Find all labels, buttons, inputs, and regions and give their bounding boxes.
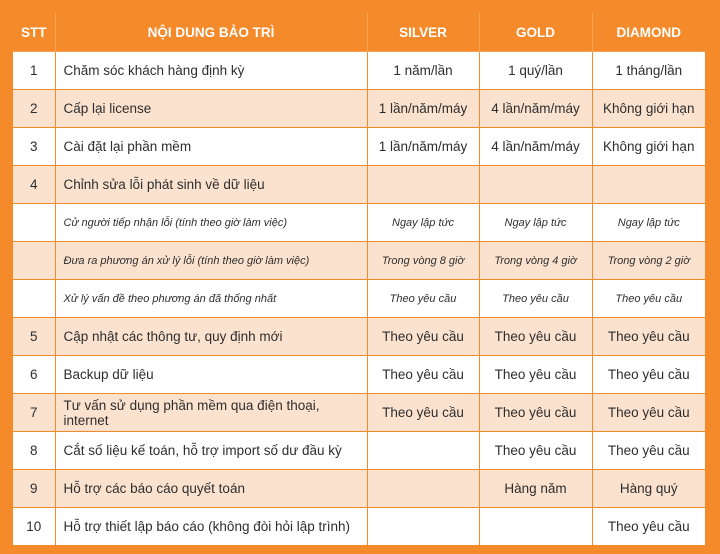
row-content: Backup dữ liệu bbox=[55, 356, 367, 394]
row-silver: Theo yêu cầu bbox=[367, 394, 479, 432]
table-row bbox=[13, 90, 705, 128]
row-content: Cấp lại license bbox=[55, 90, 367, 128]
row-diamond: Theo yêu cầu bbox=[592, 394, 705, 432]
row-gold: Theo yêu cầu bbox=[479, 394, 592, 432]
row-diamond: Không giới hạn bbox=[592, 128, 705, 166]
row-gold: 4 lần/năm/máy bbox=[479, 90, 592, 128]
row-silver bbox=[367, 470, 479, 508]
row-silver bbox=[367, 508, 479, 546]
row-content: Chăm sóc khách hàng định kỳ bbox=[55, 52, 367, 90]
row-silver bbox=[367, 432, 479, 470]
row-content: Đưa ra phương án xử lý lỗi (tính theo giờ làm việc) bbox=[55, 242, 367, 280]
row-stt bbox=[13, 280, 55, 318]
row-diamond: Ngay lập tức bbox=[592, 204, 705, 242]
row-stt bbox=[13, 242, 55, 280]
row-diamond: 1 tháng/lần bbox=[592, 52, 705, 90]
header-gold: GOLD bbox=[479, 13, 592, 52]
row-gold: Hàng năm bbox=[479, 470, 592, 508]
table-header-row bbox=[13, 13, 705, 52]
row-stt: 2 bbox=[13, 90, 55, 128]
row-content: Cập nhật các thông tư, quy định mới bbox=[55, 318, 367, 356]
row-diamond: Theo yêu cầu bbox=[592, 318, 705, 356]
row-silver: Ngay lập tức bbox=[367, 204, 479, 242]
table-row bbox=[13, 52, 705, 90]
row-gold: Theo yêu cầu bbox=[479, 280, 592, 318]
table-row bbox=[13, 356, 705, 394]
row-stt: 6 bbox=[13, 356, 55, 394]
row-gold: Ngay lập tức bbox=[479, 204, 592, 242]
row-gold bbox=[479, 508, 592, 546]
row-diamond: Theo yêu cầu bbox=[592, 508, 705, 546]
table-row bbox=[13, 128, 705, 166]
row-diamond: Theo yêu cầu bbox=[592, 356, 705, 394]
row-gold: 1 quý/lần bbox=[479, 52, 592, 90]
row-silver: 1 lần/năm/máy bbox=[367, 90, 479, 128]
row-silver: Trong vòng 8 giờ bbox=[367, 242, 479, 280]
table-subrow bbox=[13, 204, 705, 242]
row-diamond: Theo yêu cầu bbox=[592, 432, 705, 470]
row-content: Hỗ trợ các báo cáo quyết toán bbox=[55, 470, 367, 508]
table-row bbox=[13, 508, 705, 546]
row-content: Tư vấn sử dụng phần mềm qua điện thoại, internet bbox=[55, 394, 367, 432]
row-silver: 1 lần/năm/máy bbox=[367, 128, 479, 166]
table-row bbox=[13, 318, 705, 356]
row-content: Cài đặt lại phần mềm bbox=[55, 128, 367, 166]
table-subrow bbox=[13, 280, 705, 318]
row-stt: 7 bbox=[13, 394, 55, 432]
row-silver bbox=[367, 166, 479, 204]
row-content: Xử lý vấn đề theo phương án đã thống nhất bbox=[55, 280, 367, 318]
row-diamond: Theo yêu cầu bbox=[592, 280, 705, 318]
header-content: NỘI DUNG BẢO TRÌ bbox=[55, 13, 367, 52]
row-diamond bbox=[592, 166, 705, 204]
row-silver: Theo yêu cầu bbox=[367, 318, 479, 356]
row-diamond: Không giới hạn bbox=[592, 90, 705, 128]
row-silver: Theo yêu cầu bbox=[367, 356, 479, 394]
row-stt: 9 bbox=[13, 470, 55, 508]
row-gold: Theo yêu cầu bbox=[479, 318, 592, 356]
row-content: Chỉnh sửa lỗi phát sinh về dữ liệu bbox=[55, 166, 367, 204]
table-row bbox=[13, 166, 705, 204]
row-stt: 1 bbox=[13, 52, 55, 90]
row-gold: Theo yêu cầu bbox=[479, 356, 592, 394]
row-stt: 4 bbox=[13, 166, 55, 204]
row-silver: Theo yêu cầu bbox=[367, 280, 479, 318]
row-gold: 4 lần/năm/máy bbox=[479, 128, 592, 166]
row-gold: Theo yêu cầu bbox=[479, 432, 592, 470]
row-content: Cắt số liệu kế toán, hỗ trợ import số dư đầu kỳ bbox=[55, 432, 367, 470]
row-stt: 5 bbox=[13, 318, 55, 356]
row-stt: 10 bbox=[13, 508, 55, 546]
row-content: Hỗ trợ thiết lập báo cáo (không đòi hỏi lập trình) bbox=[55, 508, 367, 546]
header-silver: SILVER bbox=[367, 13, 479, 52]
row-gold: Trong vòng 4 giờ bbox=[479, 242, 592, 280]
header-stt: STT bbox=[13, 13, 55, 52]
row-gold bbox=[479, 166, 592, 204]
table-row bbox=[13, 394, 705, 432]
header-diamond: DIAMOND bbox=[592, 13, 705, 52]
row-diamond: Hàng quý bbox=[592, 470, 705, 508]
table-subrow bbox=[13, 242, 705, 280]
table-row bbox=[13, 470, 705, 508]
maintenance-table bbox=[13, 13, 705, 546]
row-stt bbox=[13, 204, 55, 242]
row-diamond: Trong vòng 2 giờ bbox=[592, 242, 705, 280]
row-stt: 3 bbox=[13, 128, 55, 166]
row-content: Cử người tiếp nhận lỗi (tính theo giờ làm việc) bbox=[55, 204, 367, 242]
row-silver: 1 năm/lần bbox=[367, 52, 479, 90]
table-row bbox=[13, 432, 705, 470]
row-stt: 8 bbox=[13, 432, 55, 470]
